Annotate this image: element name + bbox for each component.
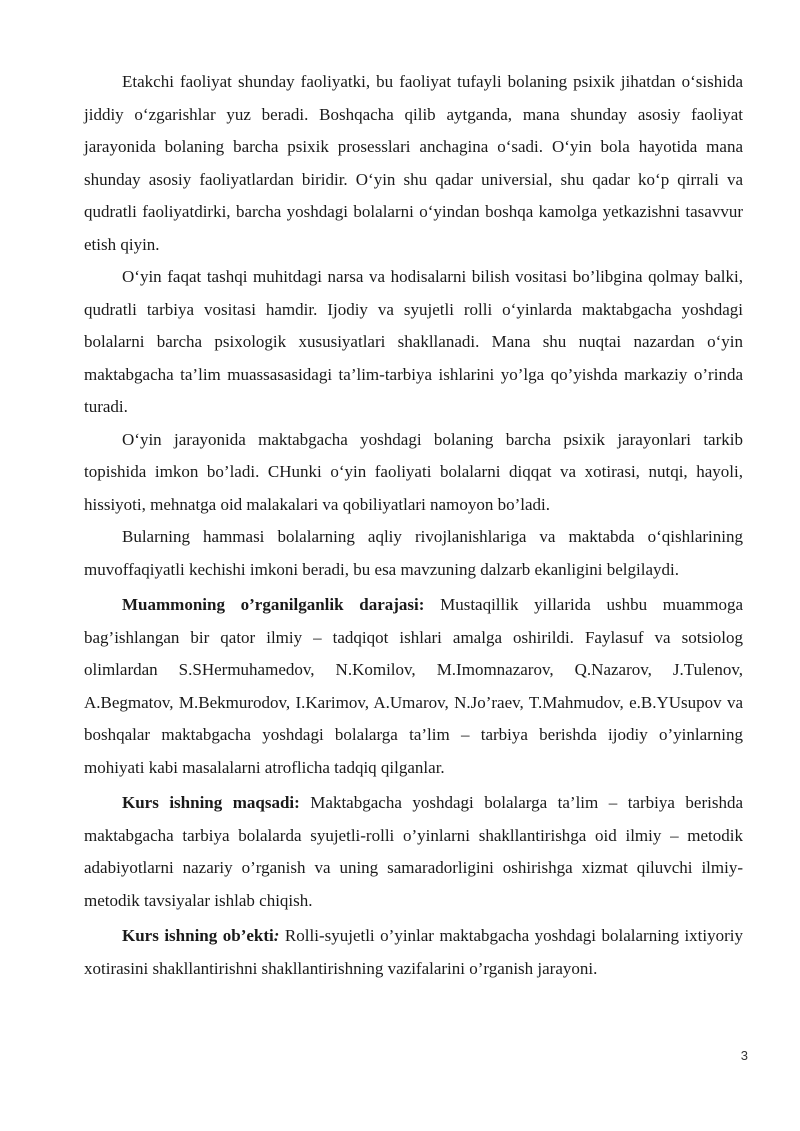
paragraph-leading-activity: [84, 66, 743, 261]
paragraph-text: O‘yin jarayonida maktabgacha yoshdagi bolaning barcha psixik jarayonlari tarkib topishida imkon bo’ladi. CHunki o‘yin faoliyati bolalarni diqqat va xotirasi, nutqi, hayoli, hissiyoti, mehnatga oid malakalari va qobiliyatlari namoyon bo’ladi.: [84, 429, 743, 514]
paragraph-heading-colon: :: [273, 926, 280, 945]
paragraph-heading: Muammoning o’rganilganlik darajasi:: [122, 595, 425, 614]
document-page: [84, 66, 743, 985]
paragraph-text: Etakchi faoliyat shunday faoliyatki, bu faoliyat tufayli bolaning psixik jihatdan o‘sishida jiddiy o‘zgarishlar yuz beradi. Boshqacha qilib aytganda, mana shunday asosiy faoliyat jarayonida bolaning barcha psixik prosesslari anchagina o‘sadi. O‘yin bola hayotida mana shunday asosiy faoliyatlardan biridir. O‘yin shu qadar universial, shu qadar ko‘p qirrali va qudratli faoliyatdirki, barcha yoshdagi bolalarni o‘yindan boshqa kamolga yetkazishni tasavvur etish qiyin.: [84, 72, 743, 254]
page-number: 3: [740, 1048, 748, 1063]
paragraph-text: Maktabgacha yoshdagi bolalarga ta’lim – tarbiya berishda maktabgacha tarbiya bolalarda syujetli-rolli o’yinlarni shakllantirishga oid ilmiy – metodik adabiyotlarni nazariy o’rganish va uning samaradorligini oshirishga xizmat qiluvchi ilmiy-metodik tavsiyalar ishlab chiqish.: [84, 793, 743, 910]
paragraph-relevance: [84, 521, 743, 586]
paragraph-course-goal: [84, 787, 743, 917]
paragraph-heading: Kurs ishning ob’ekti: [122, 926, 274, 945]
paragraph-play-as-upbringing: [84, 261, 743, 424]
paragraph-text: Bularning hammasi bolalarning aqliy rivojlanishlariga va maktabda o‘qishlarining muvoffaqiyatli kechishi imkoni beradi, bu esa mavzuning dalzarb ekanligini belgilaydi.: [84, 527, 743, 579]
paragraph-text: Rolli-syujetli o’yinlar maktabgacha yoshdagi bolalarning ixtiyoriy xotirasini shakllantirishni shakllantirishning vazifalarini o’rganish jarayoni.: [84, 926, 743, 978]
paragraph-text: Mustaqillik yillarida ushbu muammoga bag’ishlangan bir qator ilmiy – tadqiqot ishlari amalga oshirildi. Faylasuf va sotsiolog olimlardan S.SHermuhamedov, N.Komilov, M.Imomnazarov, Q.Nazarov, J.Tulenov, A.Begmatov, M.Bekmurodov, I.Karimov, A.Umarov, N.Jo’raev, T.Mahmudov, e.B.YUsupov va boshqalar maktabgacha yoshdagi bolalarga ta’lim – tarbiya berishda ijodiy o’yinlarning mohiyati kabi masalalarni atroflicha tadqiq qilganlar.: [84, 595, 743, 777]
paragraph-heading: Kurs ishning maqsadi:: [122, 793, 300, 812]
paragraph-course-object: [84, 920, 743, 985]
paragraph-play-process: [84, 424, 743, 522]
paragraph-research-level: [84, 589, 743, 784]
paragraph-text: O‘yin faqat tashqi muhitdagi narsa va hodisalarni bilish vositasi bo’libgina qolmay balki, qudratli tarbiya vositasi hamdir. Ijodiy va syujetli rolli o‘yinlarda maktabgacha yoshdagi bolalarni barcha psixologik xususiyatlari shakllanadi. Mana shu nuqtai nazardan o‘yin maktabgacha ta’lim muassasasidagi ta’lim-tarbiya ishlarini yo’lga qo’yishda markaziy o’rinda turadi.: [84, 267, 743, 416]
